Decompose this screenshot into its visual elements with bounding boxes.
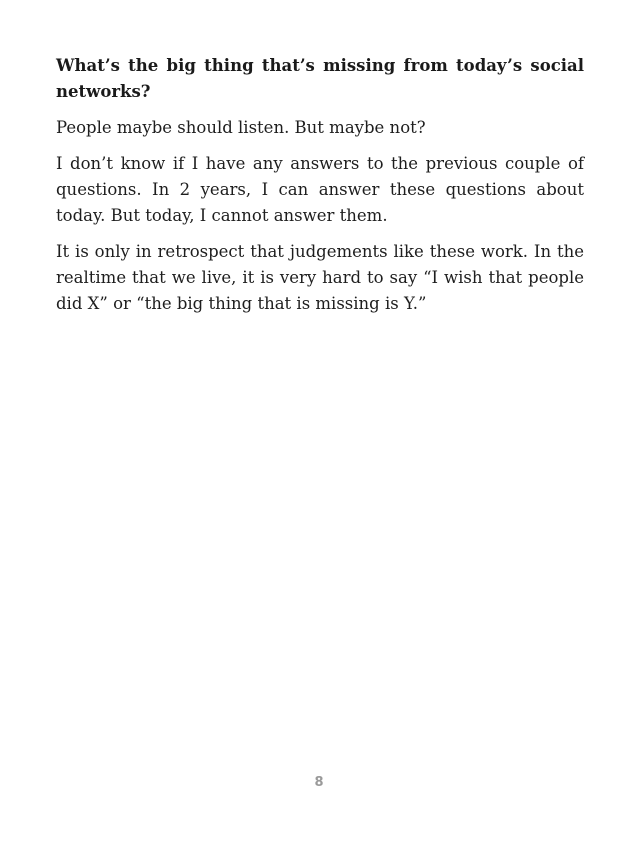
- section-heading: What’s the big thing that’s missing from today’s social networks?: [56, 56, 584, 101]
- page-number: 8: [314, 775, 324, 790]
- page-body: [56, 53, 584, 327]
- paragraph-2: I don’t know if I have any answers to the previous couple of questions. In 2 years, I can answer these questions about today. But today, I cannot answer them.: [56, 154, 584, 225]
- paragraph-1: People maybe should listen. But maybe not?: [56, 118, 426, 137]
- paragraph-3: It is only in retrospect that judgements like these work. In the realtime that we live, it is very hard to say “I wish that people did X” or “the big thing that is missing is Y.”: [56, 242, 584, 313]
